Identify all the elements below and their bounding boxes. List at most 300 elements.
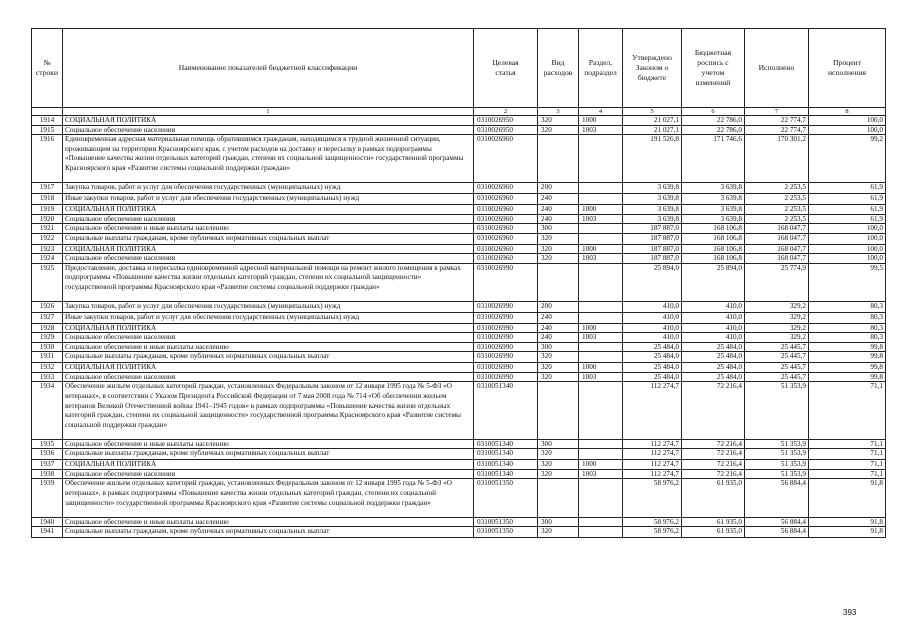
row-approved: 25 894,0 [623,263,682,301]
row-number: 1934 [32,382,63,440]
row-section [579,233,623,244]
row-approved: 21 027,1 [623,116,682,126]
row-target-article: 0310026960 [474,214,538,224]
row-expense-type: 320 [538,125,579,135]
column-number-empty [32,108,63,116]
row-planned: 168 106,8 [682,233,745,244]
row-name: Иные закупки товаров, работ и услуг для обеспечения государственных (муниципальных) нужд [63,312,474,323]
row-executed: 25 445,7 [745,342,809,352]
row-approved: 187 887,0 [623,254,682,264]
row-name: Социальное обеспечение населения [63,333,474,343]
row-section [579,439,623,449]
row-expense-type [538,382,579,440]
row-target-article: 0310026960 [474,135,538,183]
row-planned: 61 935,0 [682,479,745,517]
row-section [579,135,623,183]
row-planned: 72 216,4 [682,449,745,460]
row-executed: 2 253,5 [745,183,809,194]
row-section: 1003 [579,333,623,343]
row-executed: 25 774,9 [745,263,809,301]
row-target-article: 0310051340 [474,469,538,479]
row-target-article: 0310026960 [474,183,538,194]
row-planned: 3 639,8 [682,183,745,194]
row-planned: 168 106,8 [682,244,745,254]
table-row [32,244,886,254]
row-approved: 187 887,0 [623,224,682,234]
row-expense-type [538,263,579,301]
row-approved: 25 484,0 [623,372,682,382]
row-number: 1922 [32,233,63,244]
row-target-article: 0310026990 [474,372,538,382]
row-name: Закупка товаров, работ и услуг для обеспечения государственных (муниципальных) нужд [63,183,474,194]
row-planned: 171 746,6 [682,135,745,183]
row-planned: 25 484,0 [682,363,745,373]
row-expense-type: 320 [538,352,579,363]
table-row [32,125,886,135]
row-expense-type: 300 [538,439,579,449]
row-target-article: 0310026990 [474,301,538,312]
row-section: 1000 [579,205,623,215]
row-number: 1940 [32,517,63,527]
row-number: 1923 [32,244,63,254]
row-executed: 25 445,7 [745,363,809,373]
row-percent: 61,9 [809,194,886,205]
row-planned: 3 639,8 [682,205,745,215]
row-name: Социальное обеспечение населения [63,254,474,264]
row-target-article: 0310026960 [474,224,538,234]
table-row [32,214,886,224]
row-approved: 410,0 [623,312,682,323]
row-percent: 99,8 [809,363,886,373]
row-number: 1929 [32,333,63,343]
row-section: 1000 [579,244,623,254]
row-expense-type: 240 [538,214,579,224]
row-name: Социальное обеспечение населения [63,469,474,479]
row-planned: 72 216,4 [682,382,745,440]
row-number: 1918 [32,194,63,205]
row-percent: 91,8 [809,517,886,527]
row-planned: 3 639,8 [682,214,745,224]
row-target-article: 0310051340 [474,439,538,449]
row-executed: 329,2 [745,323,809,333]
row-number: 1930 [32,342,63,352]
row-percent: 61,9 [809,214,886,224]
row-executed: 51 353,9 [745,449,809,460]
row-planned: 25 484,0 [682,342,745,352]
row-percent: 100,0 [809,254,886,264]
row-expense-type: 300 [538,224,579,234]
row-expense-type: 320 [538,254,579,264]
row-name: Предоставление, доставка и пересылка единовременной адресной материальной помощи на ремонт жилого помещения в рамках подпрограммы «Повышение качества жизни отдельных категорий граждан, степени их социальной защищенности» государственной программы Красноярского края «Развитие системы социальной поддержки граждан» [63,263,474,301]
row-number: 1921 [32,224,63,234]
table-row [32,469,886,479]
table-row [32,439,886,449]
row-name: Социальное обеспечение населения [63,125,474,135]
header-budget-schedule: Бюджетная роспись с учетом изменений [682,29,745,108]
row-expense-type [538,135,579,183]
row-number: 1936 [32,449,63,460]
row-section: 1003 [579,214,623,224]
row-executed: 51 353,9 [745,439,809,449]
row-name: СОЦИАЛЬНАЯ ПОЛИТИКА [63,116,474,126]
row-approved: 112 274,7 [623,439,682,449]
row-planned: 410,0 [682,312,745,323]
row-percent: 99,8 [809,352,886,363]
row-percent: 99,8 [809,372,886,382]
row-name: Обеспечение жильем отдельных категорий граждан, установленных Федеральным законом от 12 января 1995 года № 5-ФЗ «О ветеранах», в соответствии с Указом Президента Российской Федерации от 7 мая 2008 года № 714 «Об обеспечении жильем ветеранов Великой Отечественной войны 1941–1945 годов» в рамках подпрограммы «Повышение качества жизни отдельных категорий граждан, степени их социальной защищенности» государственной программы Красноярского края «Развитие системы социальной поддержки граждан» [63,382,474,440]
row-percent: 91,8 [809,527,886,538]
row-executed: 168 047,7 [745,254,809,264]
row-expense-type: 320 [538,233,579,244]
row-target-article: 0310026960 [474,233,538,244]
row-target-article: 0310026960 [474,205,538,215]
row-approved: 410,0 [623,323,682,333]
row-expense-type: 320 [538,244,579,254]
row-target-article: 0310026990 [474,363,538,373]
row-planned: 22 786,0 [682,125,745,135]
column-number: 6 [682,108,745,116]
header-row [32,29,886,108]
row-name: Социальные выплаты гражданам, кроме публичных нормативных социальных выплат [63,233,474,244]
row-name: Социальные выплаты гражданам, кроме публичных нормативных социальных выплат [63,352,474,363]
row-number: 1935 [32,439,63,449]
row-executed: 329,2 [745,333,809,343]
table-row [32,363,886,373]
row-percent: 71,1 [809,460,886,470]
row-executed: 329,2 [745,312,809,323]
row-approved: 58 976,2 [623,527,682,538]
row-executed: 56 884,4 [745,479,809,517]
row-number: 1928 [32,323,63,333]
row-percent: 99,8 [809,342,886,352]
header-executed: Исполнено [745,29,809,108]
row-expense-type: 300 [538,342,579,352]
row-percent: 80,3 [809,301,886,312]
row-target-article: 0310026960 [474,254,538,264]
table-row [32,135,886,183]
row-section [579,312,623,323]
row-section [579,382,623,440]
row-planned: 168 106,8 [682,224,745,234]
column-number: 7 [745,108,809,116]
row-target-article: 0310026990 [474,342,538,352]
row-target-article: 0310026990 [474,263,538,301]
row-percent: 61,9 [809,205,886,215]
row-percent: 71,1 [809,449,886,460]
row-percent: 71,1 [809,382,886,440]
row-approved: 3 639,8 [623,183,682,194]
row-planned: 25 894,0 [682,263,745,301]
table-row [32,342,886,352]
row-expense-type: 200 [538,301,579,312]
row-executed: 22 774,7 [745,125,809,135]
page-number: 393 [843,608,857,617]
table-row [32,449,886,460]
row-executed: 168 047,7 [745,224,809,234]
row-name: СОЦИАЛЬНАЯ ПОЛИТИКА [63,460,474,470]
row-planned: 61 935,0 [682,527,745,538]
table-row [32,323,886,333]
row-percent: 99,5 [809,263,886,301]
row-executed: 51 353,9 [745,469,809,479]
budget-execution-table [31,28,886,538]
table-row [32,382,886,440]
column-number: 5 [623,108,682,116]
row-number: 1933 [32,372,63,382]
header-row-number: № строки [32,29,63,108]
row-executed: 25 445,7 [745,352,809,363]
table-body [32,116,886,538]
row-percent: 80,3 [809,312,886,323]
row-target-article: 0310051350 [474,527,538,538]
column-number: 3 [538,108,579,116]
row-section: 1003 [579,254,623,264]
row-approved: 3 639,8 [623,214,682,224]
row-section: 1000 [579,323,623,333]
row-section [579,342,623,352]
row-number: 1937 [32,460,63,470]
column-number: 8 [809,108,886,116]
row-expense-type: 240 [538,333,579,343]
row-target-article: 0310026950 [474,125,538,135]
row-approved: 58 976,2 [623,517,682,527]
header-indicator-name: Наименование показателей бюджетной классификации [63,29,474,108]
row-expense-type: 320 [538,363,579,373]
row-name: Социальное обеспечение населения [63,214,474,224]
row-name: СОЦИАЛЬНАЯ ПОЛИТИКА [63,323,474,333]
row-name: Социальное обеспечение и иные выплаты населению [63,439,474,449]
row-expense-type: 240 [538,205,579,215]
row-number: 1931 [32,352,63,363]
row-name: Социальные выплаты гражданам, кроме публичных нормативных социальных выплат [63,449,474,460]
row-name: Иные закупки товаров, работ и услуг для обеспечения государственных (муниципальных) нужд [63,194,474,205]
row-section [579,449,623,460]
row-percent: 100,0 [809,125,886,135]
row-executed: 25 445,7 [745,372,809,382]
row-planned: 72 216,4 [682,460,745,470]
row-expense-type: 320 [538,469,579,479]
row-approved: 410,0 [623,301,682,312]
row-executed: 22 774,7 [745,116,809,126]
row-planned: 410,0 [682,333,745,343]
row-target-article: 0310051350 [474,479,538,517]
column-number: 2 [474,108,538,116]
row-section [579,517,623,527]
row-section [579,194,623,205]
row-percent: 71,1 [809,439,886,449]
row-planned: 22 786,0 [682,116,745,126]
row-target-article: 0310026960 [474,244,538,254]
row-section [579,224,623,234]
row-expense-type: 320 [538,116,579,126]
row-name: Единовременная адресная материальная помощь обратившимся гражданам, находящимся в трудной жизненной ситуации, проживающим на территории Красноярского края, с учетом расходов на доставку и пересылку в рамках подпрограммы «Повышение качества жизни отдельных категорий граждан, степени их социальной защищенности» государственной программы Красноярского края «Развитие системы социальной поддержки граждан» [63,135,474,183]
table-row [32,333,886,343]
row-percent: 80,3 [809,323,886,333]
row-approved: 112 274,7 [623,449,682,460]
row-approved: 25 484,0 [623,352,682,363]
row-approved: 410,0 [623,333,682,343]
table-row [32,301,886,312]
row-expense-type: 320 [538,449,579,460]
row-approved: 58 976,2 [623,479,682,517]
row-executed: 2 253,5 [745,194,809,205]
row-section [579,479,623,517]
row-number: 1924 [32,254,63,264]
row-planned: 25 484,0 [682,372,745,382]
row-percent: 100,0 [809,233,886,244]
row-target-article: 0310026990 [474,333,538,343]
row-approved: 25 484,0 [623,363,682,373]
table-row [32,263,886,301]
row-section: 1003 [579,125,623,135]
row-number: 1927 [32,312,63,323]
row-executed: 56 884,4 [745,517,809,527]
row-name: СОЦИАЛЬНАЯ ПОЛИТИКА [63,363,474,373]
row-approved: 187 887,0 [623,233,682,244]
row-percent: 100,0 [809,244,886,254]
table-row [32,479,886,517]
row-executed: 170 301,2 [745,135,809,183]
row-executed: 329,2 [745,301,809,312]
row-planned: 72 216,4 [682,439,745,449]
row-planned: 410,0 [682,301,745,312]
row-target-article: 0310051340 [474,382,538,440]
row-target-article: 0310051350 [474,517,538,527]
row-approved: 25 484,0 [623,342,682,352]
column-number-row [32,108,886,116]
header-target-article: Целевая статья [474,29,538,108]
table-row [32,527,886,538]
row-target-article: 0310026990 [474,323,538,333]
row-approved: 112 274,7 [623,460,682,470]
row-expense-type: 320 [538,372,579,382]
row-percent: 61,9 [809,183,886,194]
row-number: 1917 [32,183,63,194]
table-row [32,233,886,244]
row-executed: 168 047,7 [745,244,809,254]
row-approved: 112 274,7 [623,382,682,440]
row-expense-type: 240 [538,312,579,323]
table-row [32,116,886,126]
row-section [579,527,623,538]
row-name: Социальное обеспечение и иные выплаты населению [63,224,474,234]
row-expense-type: 320 [538,527,579,538]
row-section: 1000 [579,116,623,126]
row-expense-type: 200 [538,183,579,194]
header-approved: Утверждено Законом о бюджете [623,29,682,108]
row-expense-type: 240 [538,194,579,205]
row-approved: 21 027,1 [623,125,682,135]
row-target-article: 0310026960 [474,194,538,205]
row-number: 1920 [32,214,63,224]
row-target-article: 0310051340 [474,460,538,470]
row-number: 1932 [32,363,63,373]
table-row [32,312,886,323]
table-row [32,517,886,527]
row-percent: 100,0 [809,116,886,126]
row-percent: 100,0 [809,224,886,234]
row-planned: 410,0 [682,323,745,333]
row-executed: 2 253,5 [745,214,809,224]
row-planned: 61 935,0 [682,517,745,527]
row-approved: 191 526,8 [623,135,682,183]
row-number: 1916 [32,135,63,183]
row-section [579,352,623,363]
row-planned: 168 106,8 [682,254,745,264]
row-number: 1939 [32,479,63,517]
column-number: 4 [579,108,623,116]
row-name: Социальные выплаты гражданам, кроме публичных нормативных социальных выплат [63,527,474,538]
row-section [579,183,623,194]
header-expense-type: Вид расходов [538,29,579,108]
row-planned: 3 639,8 [682,194,745,205]
header-percent: Процент исполнения [809,29,886,108]
row-name: Социальное обеспечение и иные выплаты населению [63,342,474,352]
row-executed: 2 253,5 [745,205,809,215]
row-percent: 99,2 [809,135,886,183]
row-target-article: 0310026990 [474,352,538,363]
row-number: 1914 [32,116,63,126]
table-row [32,352,886,363]
table-row [32,460,886,470]
budget-table-sheet [31,28,885,538]
row-approved: 187 887,0 [623,244,682,254]
row-name: Закупка товаров, работ и услуг для обеспечения государственных (муниципальных) нужд [63,301,474,312]
row-name: СОЦИАЛЬНАЯ ПОЛИТИКА [63,205,474,215]
row-executed: 56 884,4 [745,527,809,538]
row-number: 1926 [32,301,63,312]
row-section [579,301,623,312]
row-expense-type [538,479,579,517]
row-section: 1000 [579,460,623,470]
row-number: 1925 [32,263,63,301]
table-row [32,372,886,382]
row-target-article: 0310026990 [474,312,538,323]
row-section: 1003 [579,372,623,382]
row-executed: 51 353,9 [745,460,809,470]
column-number: 1 [63,108,474,116]
row-number: 1919 [32,205,63,215]
row-expense-type: 320 [538,460,579,470]
header-section: Раздел, подраздел [579,29,623,108]
table-row [32,205,886,215]
row-number: 1915 [32,125,63,135]
row-approved: 112 274,7 [623,469,682,479]
table-row [32,194,886,205]
row-executed: 168 047,7 [745,233,809,244]
row-target-article: 0310026950 [474,116,538,126]
row-expense-type: 300 [538,517,579,527]
row-approved: 3 639,8 [623,194,682,205]
row-approved: 3 639,8 [623,205,682,215]
table-row [32,183,886,194]
row-section [579,263,623,301]
row-name: Обеспечение жильем отдельных категорий граждан, установленных Федеральным законом от 12 января 1995 года № 5-ФЗ «О ветеранах», в рамках подпрограммы «Повышение качества жизни отдельных категорий граждан, степени их социальной защищенности» государственной программы Красноярского края «Развитие системы социальной поддержки граждан» [63,479,474,517]
row-planned: 25 484,0 [682,352,745,363]
row-section: 1000 [579,363,623,373]
row-expense-type: 240 [538,323,579,333]
table-row [32,254,886,264]
row-number: 1941 [32,527,63,538]
row-target-article: 0310051340 [474,449,538,460]
table-row [32,224,886,234]
row-percent: 91,8 [809,479,886,517]
row-name: Социальное обеспечение и иные выплаты населению [63,517,474,527]
row-planned: 72 216,4 [682,469,745,479]
row-executed: 51 353,9 [745,382,809,440]
row-number: 1938 [32,469,63,479]
row-name: СОЦИАЛЬНАЯ ПОЛИТИКА [63,244,474,254]
